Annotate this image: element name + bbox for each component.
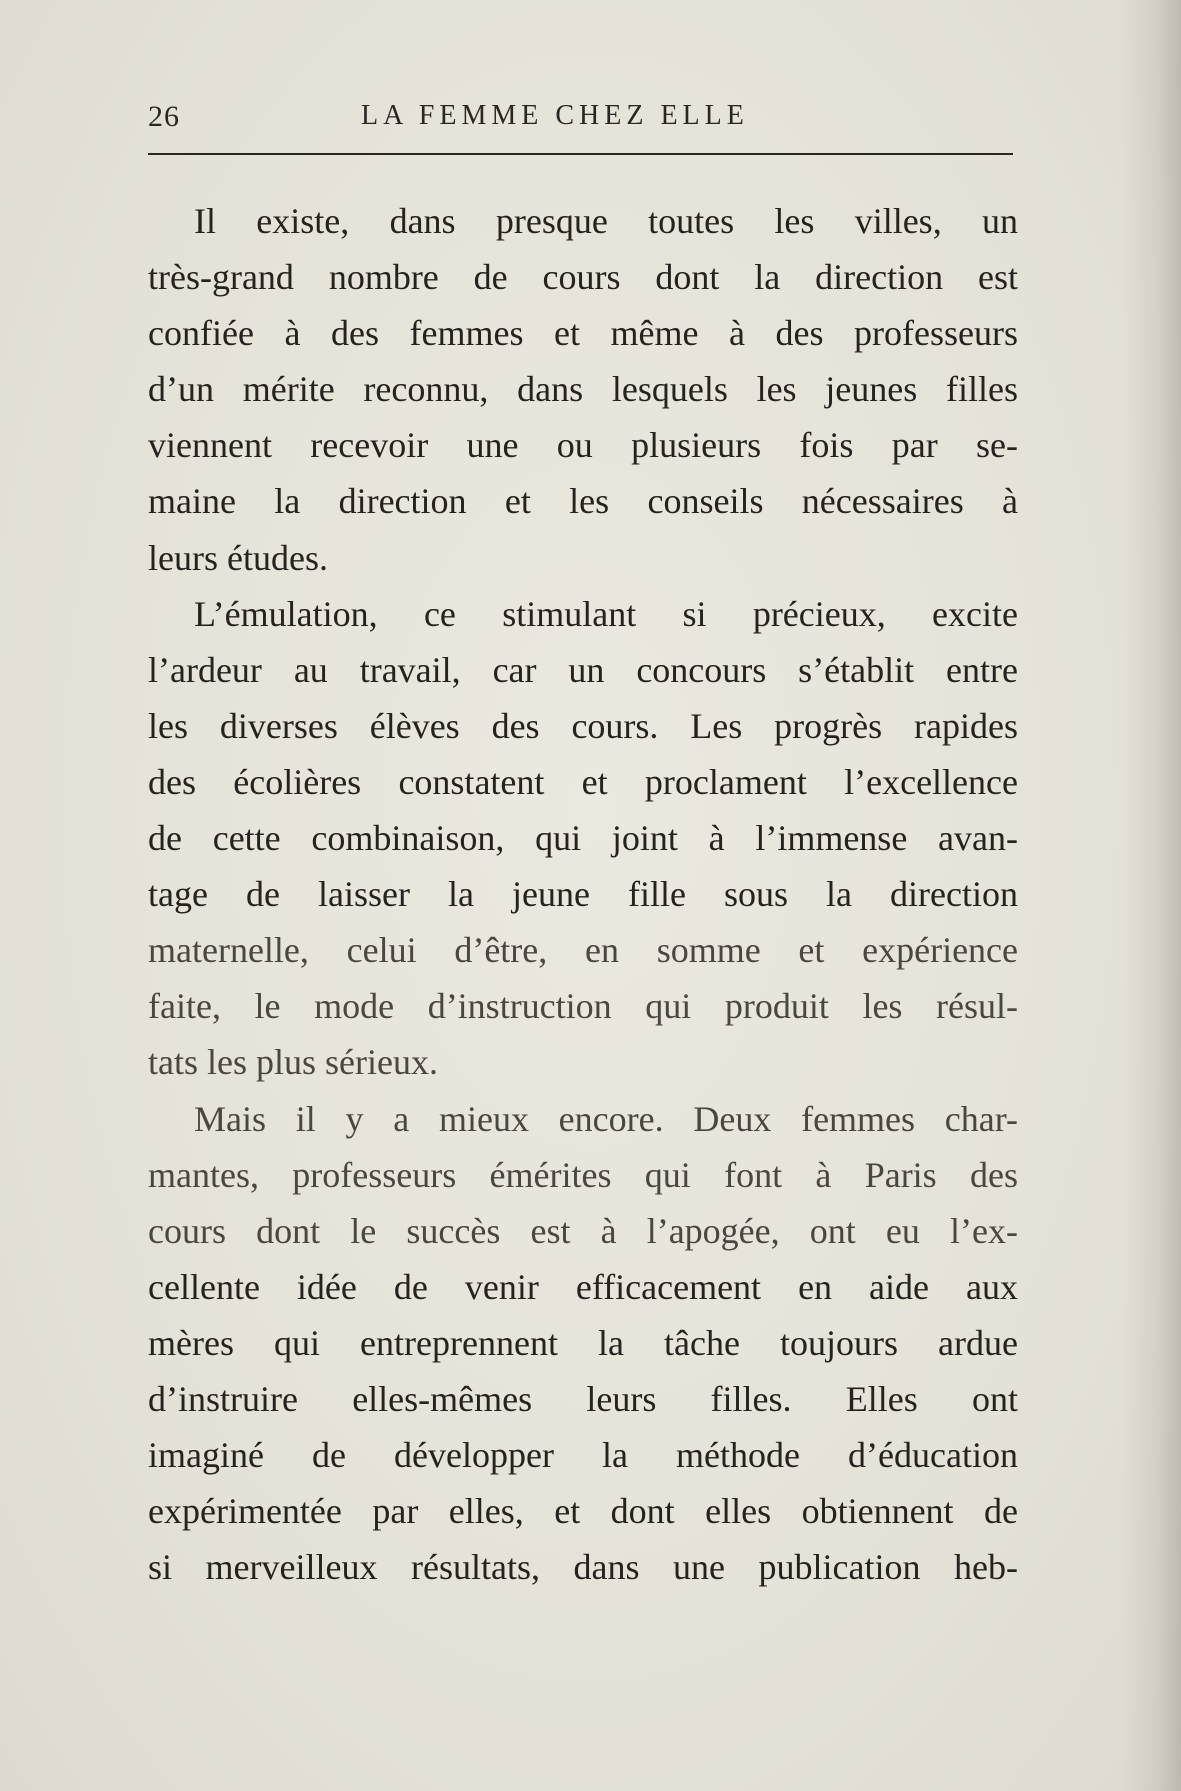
paragraph-1-line-2: très-grand nombre de cours dont la direction est xyxy=(148,257,1018,298)
paragraph-2-line-8: faite, le mode d’instruction qui produit les résul- xyxy=(148,986,1018,1027)
paragraph-3-line-3: cours dont le succès est à l’apogée, ont eu l’ex- xyxy=(148,1210,1018,1251)
paragraph-1-line-3: confiée à des femmes et même à des professeurs xyxy=(148,313,1018,354)
paragraph-3-line-6: d’instruire elles-mêmes leurs filles. Elles ont xyxy=(148,1378,1018,1419)
header-rule xyxy=(148,153,1013,155)
paragraph-2-line-5: de cette combinaison, qui joint à l’immense avan- xyxy=(148,818,1018,859)
paragraph-2-line-6: tage de laisser la jeune fille sous la direction xyxy=(148,874,1018,915)
paragraph-2-line-7: maternelle, celui d’être, en somme et expérience xyxy=(148,930,1018,971)
page-number: 26 xyxy=(148,100,180,133)
paragraph-2-line-9: tats les plus sérieux. xyxy=(148,1042,438,1083)
page-edge-shadow xyxy=(1121,0,1181,1791)
paragraph-3-line-9: si merveilleux résultats, dans une publication heb- xyxy=(148,1547,1018,1588)
paragraph-1-line-6: maine la direction et les conseils nécessaires à xyxy=(148,481,1018,522)
paragraph-3-line-7: imaginé de développer la méthode d’éducation xyxy=(148,1435,1018,1476)
paragraph-3-line-1: Mais il y a mieux encore. Deux femmes char- xyxy=(194,1098,1018,1139)
paragraph-1-line-5: viennent recevoir une ou plusieurs fois par se- xyxy=(148,425,1018,466)
paragraph-2-line-4: des écolières constatent et proclament l’excellence xyxy=(148,761,1018,802)
running-title: LA FEMME CHEZ ELLE xyxy=(361,100,749,131)
paragraph-3-line-4: cellente idée de venir efficacement en aide aux xyxy=(148,1266,1018,1307)
paragraph-2-line-1: L’émulation, ce stimulant si précieux, excite xyxy=(194,593,1018,634)
paragraph-1-line-4: d’un mérite reconnu, dans lesquels les jeunes filles xyxy=(148,369,1018,410)
paragraph-2-line-3: les diverses élèves des cours. Les progrès rapides xyxy=(148,705,1018,746)
paragraph-3-line-2: mantes, professeurs émérites qui font à Paris des xyxy=(148,1154,1018,1195)
paragraph-1-line-7: leurs études. xyxy=(148,537,328,578)
paragraph-1-line-1: Il existe, dans presque toutes les villes, un xyxy=(194,201,1018,241)
paragraph-3-line-8: expérimentée par elles, et dont elles obtiennent de xyxy=(148,1491,1018,1532)
paragraph-2-line-2: l’ardeur au travail, car un concours s’établit entre xyxy=(148,649,1018,690)
body-text xyxy=(148,193,1018,1595)
page-header xyxy=(148,100,1013,140)
paragraph-3-line-5: mères qui entreprennent la tâche toujours ardue xyxy=(148,1322,1018,1363)
